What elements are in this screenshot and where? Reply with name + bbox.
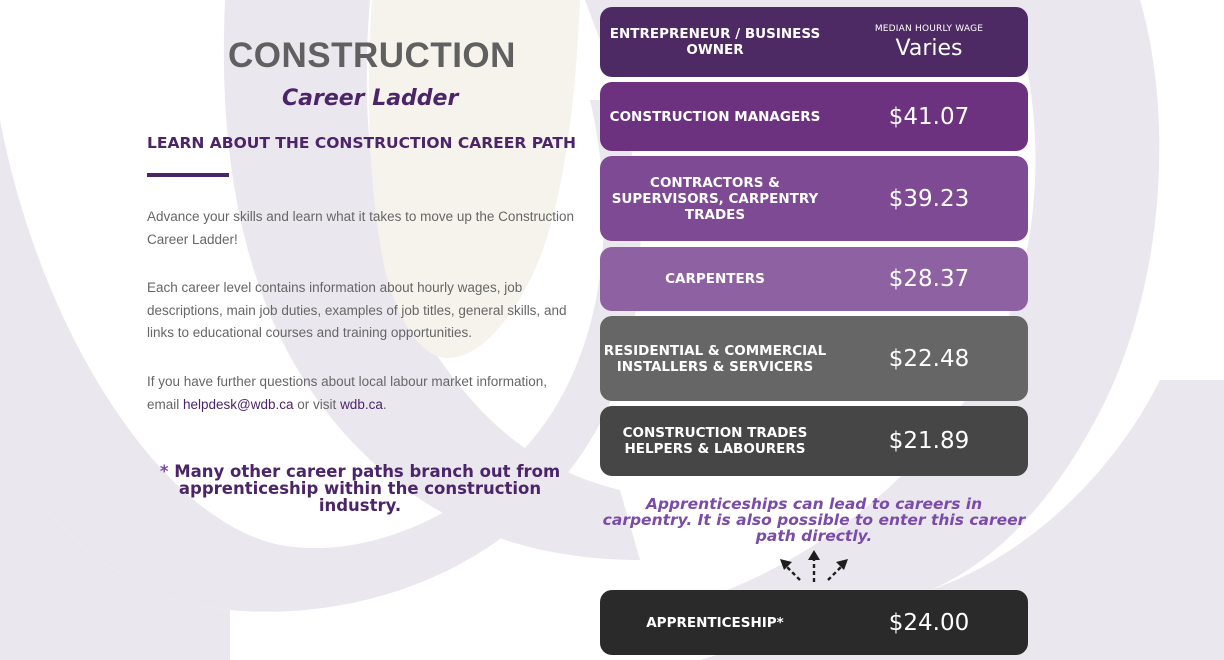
page-subtitle: Career Ladder (282, 86, 459, 111)
tier-trades-helpers[interactable] (600, 406, 1028, 476)
ladder-note: Apprenticeships can lead to careers in carpentry. It is also possible to enter this career path directly. (602, 495, 1026, 545)
tier-entrepreneur[interactable] (600, 7, 1028, 77)
section-heading: LEARN ABOUT THE CONSTRUCTION CAREER PATH (147, 134, 576, 152)
tier-carpenters[interactable] (600, 247, 1028, 311)
tier-name: CARPENTERS (665, 271, 765, 287)
intro-paragraph-3 (147, 371, 577, 416)
tier-name: ENTREPRENEUR / BUSINESS OWNER (609, 26, 821, 58)
tier-apprenticeship[interactable] (600, 590, 1028, 655)
page-title: CONSTRUCTION (228, 36, 516, 75)
tier-wage-block (830, 24, 1028, 61)
tier-name: CONSTRUCTION MANAGERS (609, 108, 821, 125)
tier-contractors-supervisors[interactable] (600, 156, 1028, 241)
tier-wage: Varies (895, 35, 963, 61)
contact-suffix-text: . (382, 396, 387, 412)
intro-paragraph-2: Each career level contains information about hourly wages, job descriptions, main job duties, examples of job titles, general skills, and links to educational courses and training opportunities. (147, 280, 567, 340)
wdb-website-link[interactable]: wdb.ca (340, 396, 383, 412)
tier-installers-servicers[interactable] (600, 316, 1028, 401)
tier-name: CONSTRUCTION TRADES HELPERS & LABOURERS (622, 425, 808, 457)
wage-caption: MEDIAN HOURLY WAGE (874, 23, 984, 34)
apprenticeship-branch-note (140, 463, 580, 514)
tier-wage: $22.48 (888, 345, 970, 372)
heading-underline (147, 173, 229, 177)
tier-name: CONTRACTORS & SUPERVISORS, CARPENTRY TRADES (611, 174, 819, 223)
tier-wage: $41.07 (888, 103, 970, 130)
tier-name: APPRENTICESHIP* (646, 614, 784, 631)
tier-wage: $28.37 (888, 266, 970, 292)
intro-paragraph-1: Advance your skills and learn what it takes to move up the Construction Career Ladder! (147, 209, 574, 247)
contact-prefix-text: If you have further questions about local labour market information, email (147, 374, 547, 412)
tier-wage: $21.89 (888, 428, 970, 454)
tier-wage: $24.00 (888, 609, 970, 636)
contact-middle-text: or visit (293, 396, 341, 412)
tier-construction-managers[interactable] (600, 82, 1028, 151)
note-text: Many other career paths branch out from apprenticeship within the construction industry. (168, 462, 561, 515)
tier-wage: $39.23 (888, 185, 970, 212)
tier-name: RESIDENTIAL & COMMERCIAL INSTALLERS & SERVICERS (603, 342, 827, 375)
note-star: * (159, 462, 169, 481)
branch-arrows-icon (776, 548, 852, 588)
helpdesk-email-link[interactable]: helpdesk@wdb.ca (183, 396, 294, 412)
